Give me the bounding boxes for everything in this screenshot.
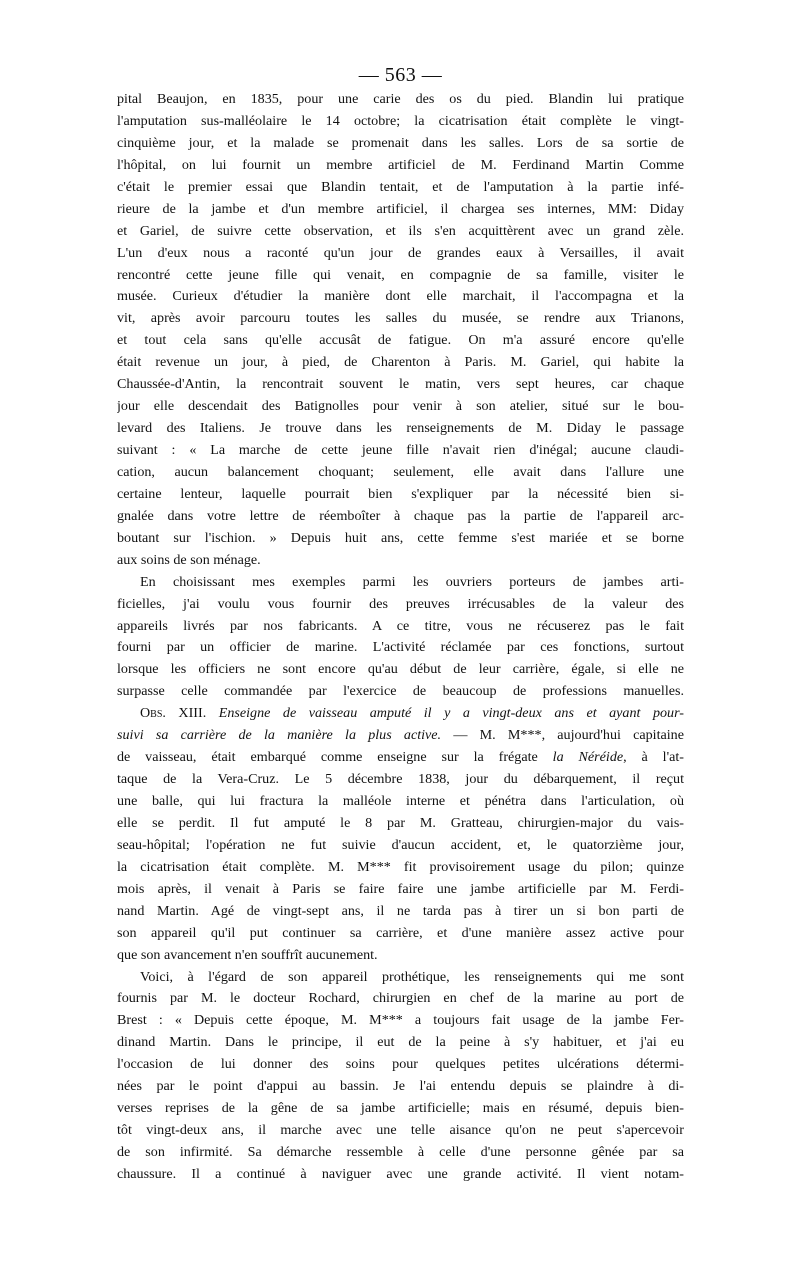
text-line: Chaussée-d'Antin, la rencontrait souvent le matin, vers sept heures, car chaque [117, 376, 684, 393]
text-line: Voici, à l'égard de son appareil prothétique, les renseignements qui me sont [140, 968, 684, 985]
paragraph-2 [117, 572, 684, 704]
text-line: l'occasion de lui donner des soins pour quelques petites ulcérations détermi- [117, 1056, 684, 1073]
text-line: taque de la Vera-Cruz. Le 5 décembre 1838, jour du débarquement, il reçut [117, 771, 684, 788]
text-line: fourni par un officier de marine. L'activité réclamée par ces fonctions, surtout [117, 639, 684, 656]
observation-heading-line-2 [117, 725, 684, 747]
text-line: était revenue un jour, à pied, de Charenton à Paris. M. Gariel, qui habite la [117, 354, 684, 371]
paragraph-4 [117, 967, 684, 1186]
paragraph-3-observation [117, 703, 684, 966]
observation-title: Enseigne de vaisseau amputé il y a vingt-deux ans et ayant pour- [218, 705, 684, 722]
text-line: boutant sur l'ischion. » Depuis huit ans, cette femme s'est mariée et se borne [117, 529, 684, 546]
text-line: aux soins de son ménage. [117, 551, 261, 568]
text-line: rencontré cette jeune fille qui venait, en compagnie de sa famille, visiter le [117, 266, 684, 283]
text-line: Brest : « Depuis cette époque, M. M*** a toujours fait usage de la jambe Fer- [117, 1012, 684, 1029]
text-line: lorsque les officiers ne sont encore qu'au début de leur carrière, égale, si elle ne [117, 661, 684, 678]
observation-intro: — M. M***, aujourd'hui capitaine [453, 727, 684, 744]
paragraph-1 [117, 89, 684, 572]
observation-label: Obs. XIII. [140, 705, 207, 722]
text-line [117, 747, 684, 769]
text-line: c'était le premier essai que Blandin tentait, et de l'amputation à la partie infé- [117, 178, 684, 195]
text-line: et tout cela sans qu'elle accusât de fatigue. On m'a assuré encore qu'elle [117, 332, 684, 349]
text-line: nand Martin. Agé de vingt-sept ans, il ne tarda pas à tirer un si bon parti de [117, 902, 684, 919]
text-line: En choisissant mes exemples parmi les ouvriers porteurs de jambes arti- [140, 573, 684, 590]
text-line: tôt vingt-deux ans, il marche avec une telle aisance qu'on ne peut s'apercevoir [117, 1122, 684, 1139]
text-line: la cicatrisation était complète. M. M*** fit provisoirement usage du pilon; quinze [117, 858, 684, 875]
text-line: ficielles, j'ai voulu vous fournir des preuves irrécusables de la valeur des [117, 595, 684, 612]
text-line: musée. Curieux d'étudier la manière dont elle marchait, il l'accompagna et la [117, 288, 684, 305]
text-line: vit, après avoir parcouru toutes les salles du musée, se rendre aux Trianons, [117, 310, 684, 327]
page-number: — 563 — [358, 64, 443, 86]
text-line: suivant : « La marche de cette jeune fille n'avait rien d'inégal; aucune claudi- [117, 442, 684, 458]
observation-title-continued: suivi sa carrière de la manière la plus active. [117, 727, 442, 744]
text-line: l'amputation sus-malléolaire le 14 octobre; la cicatrisation était complète le vingt- [117, 112, 684, 129]
text-line: pital Beaujon, en 1835, pour une carie des os du pied. Blandin lui pratique [117, 91, 684, 107]
text-line: surpasse celle commandée par l'exercice de beaucoup de professions manuelles. [117, 683, 684, 700]
text-line: dinand Martin. Dans le principe, il eut de la peine à s'y habituer, et j'ai eu [117, 1034, 684, 1051]
text-line: gnalée dans votre lettre de réemboîter à chaque pas la partie de l'appareil arc- [117, 507, 684, 524]
text-line: nées par le point d'appui au bassin. Je l'ai entendu depuis se plaindre à di- [117, 1078, 684, 1095]
text-line: l'hôpital, on lui fournit un membre artificiel de M. Ferdinand Martin Comme [117, 156, 684, 173]
book-page [117, 62, 684, 1186]
text-line: verses reprises de la gêne de sa jambe artificielle; mais en résumé, depuis bien- [117, 1100, 684, 1117]
text-line: appareils livrés par nos fabricants. A ce titre, vous ne récuserez pas le fait [117, 617, 684, 634]
text-line: cation, aucun balancement choquant; seulement, elle avait dans l'allure une [117, 463, 684, 480]
text-line: jour elle descendait des Batignolles pour venir à son atelier, situé sur le bou- [117, 398, 684, 415]
text-line: rieure de la jambe et d'un membre artificiel, il chargea ses internes, MM: Diday [117, 200, 684, 217]
text-line: fournis par M. le docteur Rochard, chirurgien en chef de la marine au port de [117, 990, 684, 1007]
text-line: et Gariel, de suivre cette observation, et ils s'en acquittèrent avec un grand zèle. [117, 222, 684, 239]
text-line: certaine lenteur, laquelle pourrait bien s'expliquer par la nécessité bien si- [117, 485, 684, 502]
text-fragment: de vaisseau, était embarqué comme enseigne sur la frégate [117, 749, 538, 766]
text-line: elle se perdit. Il fut amputé le 8 par M. Gratteau, chirurgien-major du vais- [117, 814, 684, 831]
text-line: que son avancement n'en souffrît aucunement. [117, 946, 378, 963]
text-fragment: , à l'at- [623, 749, 684, 766]
text-line: cinquième jour, et la malade se promenait dans les salles. Lors de sa sortie de [117, 134, 684, 151]
text-line: son appareil qu'il put continuer sa carrière, et d'une manière assez active pour [117, 924, 684, 941]
text-line: chaussure. Il a continué à naviguer avec une grande activité. Il vient notam- [117, 1165, 684, 1182]
text-line: L'un d'eux nous a raconté qu'un jour de grandes eaux à Versailles, il avait [117, 244, 684, 261]
text-line: levard des Italiens. Je trouve dans les renseignements de M. Diday le passage [117, 420, 684, 437]
text-line: de son infirmité. Sa démarche ressemble à celle d'une personne gênée par sa [117, 1144, 684, 1160]
text-line: mois après, il venait à Paris se faire faire une jambe artificielle par M. Ferdi- [117, 880, 684, 897]
ship-name: la Néréide [552, 749, 624, 766]
observation-heading-line [117, 703, 684, 725]
text-line: seau-hôpital; l'opération ne fut suivie d'aucun accident, et, le quatorzième jour, [117, 836, 684, 853]
text-line: une balle, qui lui fractura la malléole interne et pénétra dans l'articulation, où [117, 793, 684, 809]
